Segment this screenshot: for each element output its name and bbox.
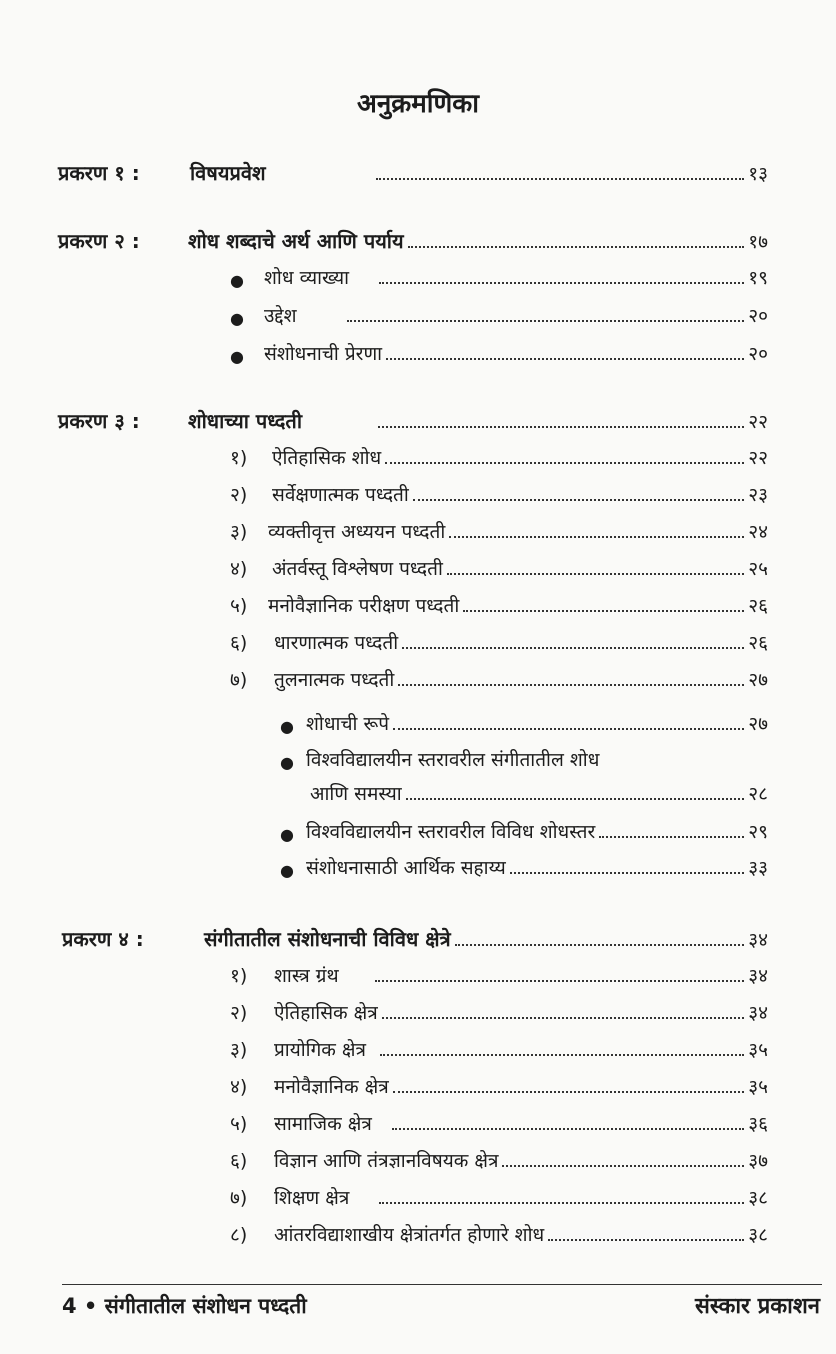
footer-divider xyxy=(62,1284,822,1285)
toc-entry-ch2-3 xyxy=(230,336,768,366)
page-number: २९ xyxy=(748,821,768,843)
page-number: २५ xyxy=(748,558,768,580)
dot-leader xyxy=(379,1201,744,1204)
toc-entry-ch3-sub-1 xyxy=(280,706,768,736)
dot-leader xyxy=(455,943,745,946)
toc-entry-ch4-5 xyxy=(230,1106,768,1136)
page-number: २६ xyxy=(748,632,768,654)
toc-entry-ch3-4 xyxy=(230,551,768,581)
dot-leader xyxy=(413,498,744,501)
dot-leader xyxy=(375,979,745,982)
entry-text: आंतरविद्याशाखीय क्षेत्रांतर्गत होणारे शोध xyxy=(274,1224,545,1246)
toc-entry-ch3-7 xyxy=(230,662,768,692)
chapter-label: प्रकरण २ : xyxy=(58,229,140,253)
bullet-icon: ● xyxy=(230,309,244,328)
entry-text: धारणात्मक पध्दती xyxy=(274,632,399,654)
entry-text-continued: आणि समस्या xyxy=(310,783,402,805)
entry-number: ६) xyxy=(230,1150,248,1172)
page-number: २३ xyxy=(748,484,768,506)
dot-leader xyxy=(402,646,744,649)
toc-entry-ch3-sub-2 xyxy=(280,742,768,772)
toc-entry-ch3-5 xyxy=(230,588,768,618)
entry-text: शास्त्र ग्रंथ xyxy=(274,965,339,987)
toc-entry-ch4-1 xyxy=(230,958,768,988)
entry-text: मनोवैज्ञानिक परीक्षण पध्दती xyxy=(268,595,460,617)
entry-text: प्रायोगिक क्षेत्र xyxy=(274,1039,367,1061)
entry-text: मनोवैज्ञानिक क्षेत्र xyxy=(274,1076,389,1098)
dot-leader xyxy=(382,1016,744,1019)
entry-text: व्यक्तीवृत्त अध्ययन पध्दती xyxy=(268,521,446,543)
toc-entry-ch3-1 xyxy=(230,440,768,470)
entry-number: १) xyxy=(230,965,248,987)
dot-leader xyxy=(599,835,744,838)
entry-number: ४) xyxy=(230,558,248,580)
page-number: ३५ xyxy=(748,1039,768,1061)
page-number: १९ xyxy=(748,267,768,289)
dot-leader xyxy=(406,797,745,800)
dot-leader xyxy=(386,357,744,360)
toc-entry-ch3-2 xyxy=(230,477,768,507)
entry-text: अंतर्वस्तू विश्लेषण पध्दती xyxy=(272,558,443,580)
chapter-label: प्रकरण १ : xyxy=(58,161,140,185)
toc-entry-ch3-sub-4 xyxy=(280,850,768,880)
page-number: ३४ xyxy=(748,1002,768,1024)
dot-leader xyxy=(376,177,745,180)
dot-leader xyxy=(548,1238,744,1241)
dot-leader xyxy=(502,1164,744,1167)
page-number: २२ xyxy=(748,411,768,433)
entry-number: ७) xyxy=(230,669,248,691)
page-number: ३८ xyxy=(748,1187,768,1209)
dot-leader xyxy=(392,1127,744,1130)
entry-text: शिक्षण क्षेत्र xyxy=(274,1187,350,1209)
entry-text: संशोधनासाठी आर्थिक सहाय्य xyxy=(306,857,506,879)
toc-entry-ch4-4 xyxy=(230,1069,768,1099)
page-number: २० xyxy=(748,305,768,327)
entry-number: २) xyxy=(230,484,248,506)
entry-text: ऐतिहासिक शोध xyxy=(272,447,382,469)
entry-number: ८) xyxy=(230,1224,248,1246)
entry-text: विश्वविद्यालयीन स्तरावरील संगीतातील शोध xyxy=(306,749,600,771)
dot-leader xyxy=(393,727,744,730)
toc-entry-ch3-sub-2-cont xyxy=(310,776,768,806)
footer-book-title: 4 • संगीतातील संशोधन पध्दती xyxy=(62,1294,307,1318)
chapter-title: शोध शब्दाचे अर्थ आणि पर्याय xyxy=(188,229,404,253)
dot-leader xyxy=(347,319,745,322)
chapter-label: प्रकरण ४ : xyxy=(62,927,144,951)
entry-number: ५) xyxy=(230,1113,248,1135)
entry-text: संशोधनाची प्रेरणा xyxy=(264,343,383,365)
entry-number: १) xyxy=(230,447,248,469)
entry-text: सर्वेक्षणात्मक पध्दती xyxy=(272,484,409,506)
bullet-icon: ● xyxy=(280,861,294,880)
page-number: १३ xyxy=(748,163,768,185)
page-number: २७ xyxy=(748,669,768,691)
entry-text: सामाजिक क्षेत्र xyxy=(274,1113,372,1135)
entry-text: उद्देश xyxy=(264,305,297,327)
page-number: ३६ xyxy=(748,1113,768,1135)
page-number: १७ xyxy=(748,231,768,253)
bullet-icon: ● xyxy=(280,717,294,736)
page-number: ३७ xyxy=(748,1150,768,1172)
chapter-title: संगीतातील संशोधनाची विविध क्षेत्रे xyxy=(204,927,451,951)
bullet-icon: ● xyxy=(280,825,294,844)
page-number: २२ xyxy=(748,447,768,469)
entry-text: शोधाची रूपे xyxy=(306,713,390,735)
chapter-title: शोधाच्या पध्दती xyxy=(188,409,303,433)
toc-entry-ch3-3 xyxy=(230,514,768,544)
page-number: ३३ xyxy=(748,857,768,879)
page-number: २८ xyxy=(748,783,768,805)
toc-entry-ch2-1 xyxy=(230,260,768,290)
dot-leader xyxy=(408,245,745,248)
dot-leader xyxy=(398,683,744,686)
page-number: ३४ xyxy=(748,929,768,951)
dot-leader xyxy=(385,461,744,464)
toc-entry-ch3-sub-3 xyxy=(280,814,768,844)
dot-leader xyxy=(449,535,744,538)
toc-entry-ch4-3 xyxy=(230,1032,768,1062)
bullet-icon: ● xyxy=(280,753,294,772)
toc-entry-ch4-7 xyxy=(230,1180,768,1210)
toc-entry-ch2-2 xyxy=(230,298,768,328)
entry-text: विश्वविद्यालयीन स्तरावरील विविध शोधस्तर xyxy=(306,821,596,843)
entry-number: २) xyxy=(230,1002,248,1024)
dot-leader xyxy=(393,1090,745,1093)
entry-text: शोध व्याख्या xyxy=(264,267,350,289)
page-number: २० xyxy=(748,343,768,365)
bullet-icon: ● xyxy=(230,347,244,366)
entry-number: ३) xyxy=(230,1039,248,1061)
entry-text: ऐतिहासिक क्षेत्र xyxy=(274,1002,378,1024)
chapter-label: प्रकरण ३ : xyxy=(58,409,140,433)
toc-entry-chapter-2 xyxy=(58,224,768,254)
bullet-icon: ● xyxy=(230,271,244,290)
toc-entry-ch4-2 xyxy=(230,995,768,1025)
entry-number: ३) xyxy=(230,521,248,543)
page-number: २४ xyxy=(748,521,768,543)
entry-number: ५) xyxy=(230,595,248,617)
entry-number: ६) xyxy=(230,632,248,654)
toc-entry-chapter-3 xyxy=(58,404,768,434)
dot-leader xyxy=(463,609,744,612)
chapter-title: विषयप्रवेश xyxy=(190,161,266,185)
toc-entry-ch3-6 xyxy=(230,625,768,655)
entry-number: ४) xyxy=(230,1076,248,1098)
toc-entry-ch4-6 xyxy=(230,1143,768,1173)
toc-entry-chapter-4 xyxy=(62,922,768,952)
page-number: ३५ xyxy=(748,1076,768,1098)
page-number: २६ xyxy=(748,595,768,617)
page-number: २७ xyxy=(748,713,768,735)
page-number: ३८ xyxy=(748,1224,768,1246)
entry-text: तुलनात्मक पध्दती xyxy=(274,669,395,691)
dot-leader xyxy=(447,572,744,575)
toc-entry-ch4-8 xyxy=(230,1217,768,1247)
entry-text: विज्ञान आणि तंत्रज्ञानविषयक क्षेत्र xyxy=(274,1150,499,1172)
page-title: अनुक्रमणिका xyxy=(356,89,480,119)
footer-publisher: संस्कार प्रकाशन xyxy=(695,1294,820,1319)
dot-leader xyxy=(380,1053,744,1056)
page-number: ३४ xyxy=(748,965,768,987)
toc-entry-chapter-1 xyxy=(58,156,768,186)
dot-leader xyxy=(378,425,744,428)
dot-leader xyxy=(510,871,744,874)
dot-leader xyxy=(379,281,744,284)
entry-number: ७) xyxy=(230,1187,248,1209)
